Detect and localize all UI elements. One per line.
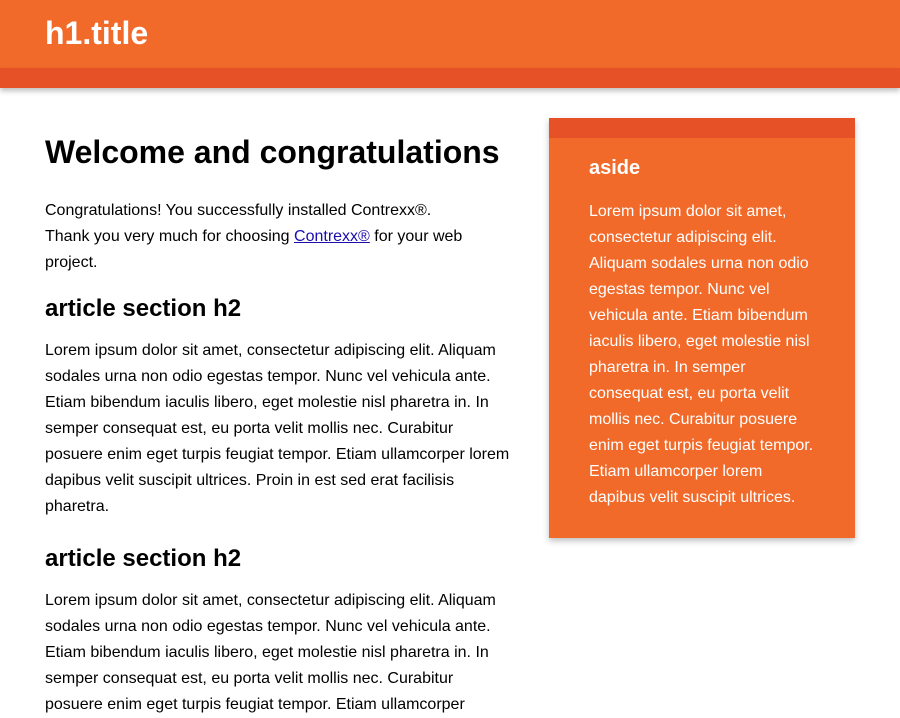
section-text: Lorem ipsum dolor sit amet, consectetur adipiscing elit. Aliquam sodales urna non odio egestas tempor. Nunc vel vehicula ante. Etiam bibendum iaculis libero, eget molestie nisl pharetra in. In semper consequat est, eu porta velit mollis nec. Curabitur posuere enim eget turpis feugiat tempor. Etiam ullamcorper lorem dapibus velit suscipit ultrices. Proin in est sed erat facilisis pharetra.: [45, 342, 510, 515]
intro-paragraph: [45, 198, 515, 276]
aside-panel: [549, 118, 855, 538]
main-content: [45, 120, 515, 718]
aside-heading: aside: [589, 157, 641, 179]
page-heading: Welcome and congratulations: [45, 134, 500, 170]
intro-line-2-before: Thank you very much for choosing: [45, 228, 295, 245]
contrexx-link[interactable]: Contrexx®: [294, 228, 370, 245]
site-header: [0, 0, 900, 68]
intro-line-1: Congratulations! You successfully installed Contrexx®.: [45, 202, 432, 219]
section-heading: article section h2: [45, 545, 242, 572]
intro-line-2-after: for your web project.: [45, 228, 463, 271]
article-section-2: [45, 542, 515, 718]
aside-text: Lorem ipsum dolor sit amet, consectetur adipiscing elit. Aliquam sodales urna non odio egestas tempor. Nunc vel vehicula ante. Etiam bibendum iaculis libero, eget molestie nisl pharetra in. In semper consequat est, eu porta velit mollis nec. Curabitur posuere enim eget turpis feugiat tempor. Etiam ullamcorper lorem dapibus velit suscipit ultrices.: [589, 203, 814, 506]
section-heading: article section h2: [45, 295, 242, 322]
site-title: h1.title: [45, 15, 149, 51]
article-section-1: [45, 292, 515, 520]
header-strip: [0, 68, 900, 88]
section-text: Lorem ipsum dolor sit amet, consectetur adipiscing elit. Aliquam sodales urna non odio egestas tempor. Nunc vel vehicula ante. Etiam bibendum iaculis libero, eget molestie nisl pharetra in. In semper consequat est, eu porta velit mollis nec. Curabitur posuere enim eget turpis feugiat tempor. Etiam ullamcorper: [45, 592, 496, 713]
aside-strip: [549, 118, 855, 138]
